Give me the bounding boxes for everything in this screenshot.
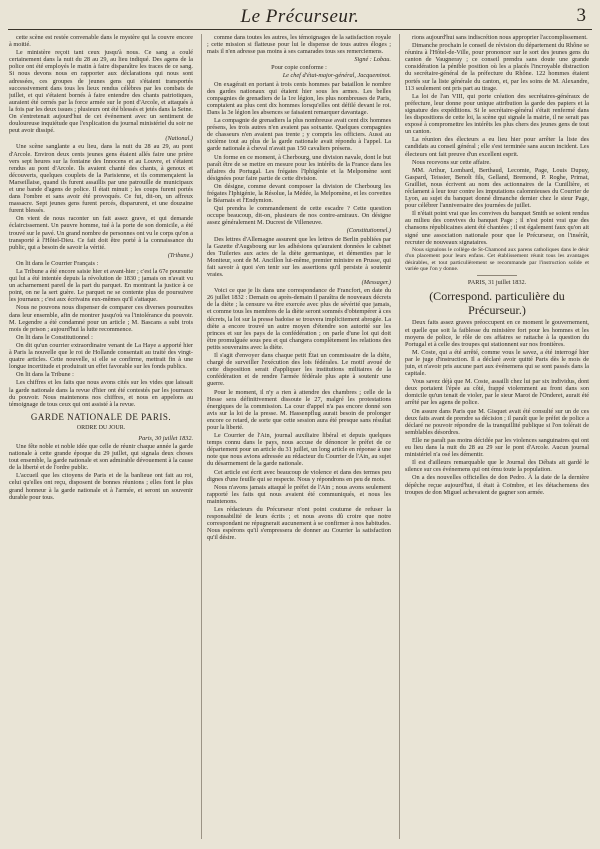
source-attribution: (Messager.) [361,279,391,287]
source-attribution: (National.) [165,135,193,143]
paragraph: Un forme en ce moment, à Cherbourg, une division navale, dont le but paraît être de se mettre en mesure pour les intérêts de la France dans les affaires du Portugal. Les frégates l'Iphigénie et la Melpomène sont désignées pour faire partie de cette division. [207,153,391,182]
paragraph: Vous savez déjà que M. Coste, assailli chez lui par six individus, dont deux portaient l'épée au côté, frappé violemment au front dans son domicile qu'un tenait de violer, par le sieur Marot de l'Onderet, aurait été arrêté par les agens de police. [405,378,589,407]
paragraph: Dimanche prochain le conseil de révision du département du Rhône se réunira à l'Hôtel-de-Ville, pour prononcer sur le sort des jeunes gens du canton de Vaugneray ; ce conseil prendra sans doute une grande considération la pénible position où les a placés l'incroyable distraction du secrétaire-général de la préfecture du Rhône. 122 hommes étaient portés sur la liste générale du canton, et, par les soins de M. Alexandre, 113 seulement ont pris part au tirage. [405,42,589,92]
paragraph: On lit dans le Courrier Français : [16,259,99,267]
paragraph: Nous ne pouvons nous dispenser de comparer ces diverses poursuites dans leur ensemble, afin de montrer jusqu'où va l'intolérance du pouvoir. M. Legendre a été condamné pour un article ; M. Bascans a subi trois mois de prison ; aujourd'hui la lutte recommence. [9,304,193,333]
paragraph: Qui prendra le commandement de cette escadre ? Cette question occupe beaucoup, dit-on, plusieurs de nos contre-amiraux. On désigne assez généralement M. Ducrest de Villeneuve. [207,205,391,227]
paragraph: On vient de nous raconter un fait assez grave, et qui demande éclaircissement. Un pauvre homme, tué à la porte de son domicile, a été trouvé sur le pavé. Un grand nombre de personnes ont vu le corps qu'on a transporté à l'Hôtel-Dieu. Ce fait doit être porté à la connaissance du public, qui a besoin de savoir la vérité. [9,215,193,251]
column-1 [9,34,193,839]
paragraph: Une fête noble et noble idée que celle de réunir chaque année la garde nationale à cette grande époque du 29 juillet, qui signala deux choses tout ensemble, la garde nationale et son admirable dévouement à la cause de la liberté et de l'ordre public. [9,442,193,472]
paragraph: On a des nouvelles officielles de don Pedro. À la date de la dernière dépêche reçue aujourd'hui, il était à Coïmbre, et les détachemens des troupes de don Miguel achevaient de gagner son armée. [405,474,589,496]
notice-paragraph: Nous signalons le collège de St-Chamond aux parens catholiques dans le désir d'un placement pour leurs enfans. Cet établissement réunit tous les avantages désirables, et tout particulièrement se recommande par l'instruction solide et variée que l'on y donne. [405,246,589,272]
source-attribution: (Tribune.) [167,251,193,259]
column-3 [405,34,589,839]
certification-line: Pour copie conforme : [271,64,327,72]
column-2 [207,34,391,839]
paragraph: Il est d'ailleurs remarquable que le Journal des Débats ait gardé le silence sur ces événemens qui ont ému toute la population. [405,459,589,474]
paragraph: On lit dans le Constitutionnel : [16,333,93,341]
paragraph: Le ministère reçoit tant ceux jusqu'à nous. Ce sang a coulé certainement dans la nuit du 28 au 29, au lieu indiqué. Des agens de la police ont été employés le matin à faire disparaître les traces de ce sang. Si nous devons nous en rapporter aux déclarations qui nous sont adressées, ces groupes de jeunes gens qui s'étaient transportés successivement dans tous les lieux rendus célèbres par les combats de juillet, et qui s'étaient bornés à faire entendre des chants patriotiques, auraient été cernés par la force armée sur le pont d'Arcole, et attaqués à la fois par les deux issues ; plusieurs ont été blessés et jetés dans la Seine. On s'entretenait aujourd'hui de cet événement avec un sentiment de douloureuse inquiétude que l'explication du journal ministériel du soir ne peut avoir dissipé. [9,49,193,135]
masthead [0,0,600,32]
paragraph: Voici ce que je lis dans une correspondance de Francfort, en date du 26 juillet 1832 : Demain ou après-demain il paraîtra de nouveaux décrets de la diète ; la censure va être exercée avec plus de sévérité que jamais, et comme tous les membres de la diète seront sommés d'obtempérer à ces décrets, la loi sur la presse badoise se trouvera implicitement abrogée. La diète a encore trouvé un autre moyen d'étendre son autorité sur les princes et sur les pays de la confédération ; on parle d'une loi qui doit être promulguée sous peu et qui changera complètement les relations des petits souverains avec la diète. [207,287,391,351]
paragraph: La réunion des électeurs a eu lieu hier pour arrêter la liste des candidats au conseil général ; elle s'est terminée sans aucun incident. Les électeurs ont fait preuve d'un excellent esprit. [405,136,589,158]
paragraph: MM. Arthur, Lombard, Berthaud, Lecomte, Page, Louis Dupuy, Gaspard, Teissier, Benoît fils, Gelland, Bremond, P. Roghe, Primat, Grailliet, nous écrivent au nom des actionnaires de la Cunillière, et réclament à leur tour contre les imputations calomnieuses du Courrier de Lyon, au sujet du banquet donné dimanche dernier chez le sieur Page, pour célébrer l'anniversaire des journées de juillet. [405,166,589,210]
paragraph: On lit dans la Tribune : [16,371,74,379]
paragraph: On assure dans Paris que M. Gisquet avait été consulté sur un de ces deux faits avant de prendre sa décision ; il paraît que le préfet de police a déclaré ne pouvoir répondre de la tranquillité publique si l'on tolérait de semblables désordres. [405,407,589,436]
paragraph: comme dans toutes les autres, les témoignages de la satisfaction royale ; cette mission si flatteuse pour lui le dispense de tous autres éloges ; mais il n'en adresse pas moins à ses camarades tous ses remerciemens. [207,34,391,56]
paragraph: On désigne, comme devant composer la division de Cherbourg les frégates l'Iphigénie, la Résolue, la Médée, la Melpomène, et les corvettes le Béarnais et l'Endymion. [207,182,391,205]
paragraph: Pour le moment, il n'y a rien à attendre des chambres ; celle de la Hesse sera définitivement dissoute le 27, malgré les protestations énergiques de la commission. La cour d'appel n'a pas encore donné son avis sur la loi de la presse. M. Hassenpflug aurait besoin de prolonger encore ce retard, de sorte que cette session aura été presque sans résultat pour la liberté. [207,388,391,431]
signature: Signé : Lobau. [354,56,391,64]
separator-rule [477,275,517,276]
paragraph: Les rédacteurs du Précurseur n'ont point coutume de refuser la responsabilité de leurs écrits ; et nous avons dû croire que notre correspondant ne répugnerait aucunement à se confirmer à nos habitudes. Nous espérons qu'il s'empressera de donner au Courrier la satisfaction qu'il désire. [207,506,391,542]
column-divider [399,34,400,839]
paragraph: Nous recevons sur cette affaire. [412,158,491,166]
page-number: 3 [576,5,586,26]
paragraph: On exagérait en portant à trois cents hommes par bataillon le nombre des gardes nationaux qui étaient hier sous les armes. Les belles compagnies de grenadiers de la 1re légion, les plus nombreuses de Paris, comptaient au plus cent dix hommes lorsqu'elles ont défilé devant le roi. Dans la 3e légion les absences se faisaient remarquer davantage. [207,80,391,116]
paragraph: L'accueil que les citoyens de Paris et de la banlieue ont fait au roi, celui qu'elles ont reçu, disposent de bonnes réunions ; elles font le plus grand honneur à la garde nationale et à l'armée, et seront un souvenir durable pour tous. [9,472,193,501]
dateline: PARIS, 31 juillet 1832. [467,279,527,287]
paragraph: Nous n'avons jamais attaqué le préfet de l'Ain ; nous avons seulement rapporté les faits qui nous avaient été communiqués, et nous les maintenons. [207,483,391,505]
dateline: Paris, 30 juillet 1832. [138,434,193,442]
paragraph: rions aujourd'hui sans indiscrétion nous approprier l'accomplissement. [412,34,588,41]
header-rule [8,29,592,30]
paragraph: La loi de l'an VIII, qui porte création des secrétaires-généraux de préfecture, leur donne pour unique attribution la garde des papiers et la signature des expéditions. Si le secrétaire-général s'était renfermé dans les dispositions de cette loi, la scène qui signale la mairie, il ne serait pas exposé à compromettre les intérêts les plus chers des jeunes gens de tout un canton. [405,92,589,136]
paragraph: On dit qu'un courrier extraordinaire venant de La Haye a apporté hier à Paris la nouvelle que le roi de Hollande consentait au traité des vingt-quatre articles. Cette nouvelle, si elle se confirme, mettrait fin à une longue incertitude et produirait un effet favorable sur les fonds publics. [9,341,193,371]
paragraph: La Tribune a été encore saisie hier et avant-hier ; c'est la 67e poursuite qui lui a été intentée depuis la révolution de 1830 ; jamais on n'avait vu un acharnement pareil de la part du parquet. En montrant la justice à ce point, on ne la sert guère. Le parquet ne se contente plus de poursuivre les journaux ; c'est aux écrivains eux-mêmes qu'il s'attaque. [9,268,193,304]
paragraph: Des lettres d'Allemagne assurent que les lettres de Berlin publiées par la Gazette d'Augsbourg sur les adhésions qu'auraient données le cabinet des Tuileries aux actes de la diète germanique, et démenties par le Moniteur, sont de M. Ancillon lui-même, premier ministre en Prusse, qui fait savoir à quoi s'en tenir sur les assertions qu'il persiste à soutenir vraies. [207,235,391,278]
source-attribution: (Constitutionnel.) [346,227,391,235]
paragraph: cette scène est restée convenable dans le mystère qui la couvre encore à moitié. [9,34,193,49]
section-heading: GARDE NATIONALE DE PARIS. [30,411,172,422]
paragraph: Une scène sanglante a eu lieu, dans la nuit du 28 au 29, au pont d'Arcole. Environ deux cents jeunes gens étaient allés faire une prière vers sept heures sur la fontaine des Innocens et au Louvre, et s'étaient rendus au pont d'Arcole. Ils avaient chanté des chants, à genoux et découverts, quelques couplets de la Parisienne, et ils commençaient la Marseillaise, quand ils furent assaillis par une patrouille de municipaux et une bande d'agens de police. Il était minuit ; les coups furent portés dans l'ombre et sans avoir été provoqués. Ce fut, dit-on, un affreux massacre. Sept jeunes gens furent percés, disparurent, et une douzaine furent blessés. [9,143,193,215]
paragraph: Il n'était point vrai que les convives du banquet Smith se soient rendus au milieu des convives du banquet Page ; il n'est point vrai que des chansons républicaines aient été chantées ; il est également faux qu'on ait signé une association nationale pour que le Précurseur, on l'insérât, recruter de nouveaux signataires. [405,210,589,246]
paragraph: Elle ne paraît pas moins décidée par les violences sanguinaires qui ont eu lieu dans la nuit du 28 au 29 sur le pont d'Arcole. Aucun journal ministériel n'a osé les démentir. [405,436,589,459]
paragraph: Deux faits assez graves préoccupent en ce moment le gouvernement, et quelle que soit la faiblesse du ministère fort pour les hommes et les moyens de police, le rôle de ces affaires se rattache à la question du Portugal et à celle des troupes qui stationnent sur nos frontières. [405,319,589,348]
paragraph: La compagnie de grenadiers la plus nombreuse avait cent dix hommes présens, les trois autres n'en avaient pas soixante. Quelques compagnies de chasseurs n'en avaient pas trente ; y compris les officiers. Aussi au sixième tout au plus de la garde nationale avait répondu à l'appel. La garde nationale à cheval n'avait pas 150 cavaliers présens. [207,117,391,153]
paragraph: Le Courrier de l'Ain, journal auxiliaire libéral et depuis quelques temps connu dans le pays, nous accuse de dénoncer le préfet de ce département pour un article du 31 juillet, un long article en réponse à une note que nous avions adressée au rédacteur du Courrier de l'Ain, au sujet du désarmement de la garde nationale. [207,432,391,468]
paragraph: Les chiffres et les faits que nous avons cités sur les vides que laissait la garde nationale dans la revue d'hier ont été contestés par les journaux du pouvoir. Nous maintenons nos chiffres, et nous en appelons au témoignage de tous ceux qui ont assisté à la revue. [9,379,193,408]
paragraph: M. Coste, qui a été arrêté, comme vous le savez, a été interrogé hier par le juge d'instruction. Il a déclaré avoir quitté Paris dès le mois de juin, et n'avoir pris aucune part aux événemens qui se sont passés dans la capitale. [405,348,589,378]
paragraph: Il s'agit d'envoyer dans chaque petit État un commissaire de la diète, chargé de surveiller l'exécution des lois fédérales. Le motif avoué de cette disposition serait d'appliquer les institutions militaires de la confédération et de rendre l'armée fédérale plus apte à soutenir une guerre. [207,352,391,388]
column-divider [201,34,202,839]
signature: Le chef d'état-major-général, Jacqueminot. [282,72,391,80]
correspondence-heading: (Correspond. particulière du Précurseur.) [429,289,565,318]
paragraph: Cet article est écrit avec beaucoup de violence et dans des termes peu dignes d'une feuille qui se respecte. Nous y répondrons en peu de mots. [207,468,391,483]
section-subheading: ORDRE DU JOUR. [76,424,126,431]
newspaper-title: Le Précurseur. [240,6,360,27]
